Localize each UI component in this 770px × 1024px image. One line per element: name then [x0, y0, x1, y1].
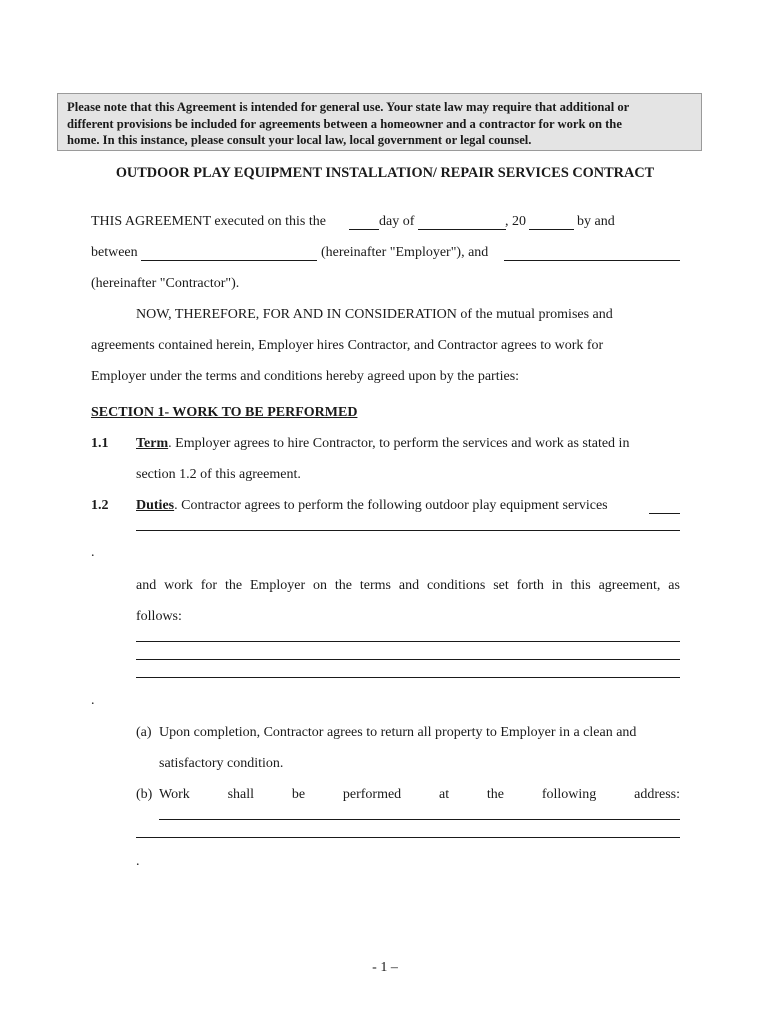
- notice-box: [57, 93, 702, 151]
- s12-after-word: conditions: [426, 578, 486, 593]
- s11-paragraph: [136, 436, 629, 452]
- period-mark-3: .: [136, 854, 140, 869]
- item-b-word: be: [291, 787, 306, 802]
- s12-after-word: forth: [516, 578, 544, 593]
- s12-after-word: work: [164, 578, 193, 593]
- follows-label: follows:: [136, 609, 182, 624]
- day-blank[interactable]: [349, 229, 379, 230]
- duties-blank-line-1[interactable]: [136, 530, 680, 531]
- s11-term: Term: [136, 436, 169, 451]
- item-b-word: following: [541, 787, 597, 802]
- s11-text: . Employer agrees to hire Contractor, to perform the services and work as stated in: [168, 436, 630, 451]
- intro-comma-20: , 20: [505, 214, 526, 229]
- s12-after-word: and: [136, 578, 157, 593]
- s12-text: . Contractor agrees to perform the following outdoor play equipment services: [174, 498, 608, 513]
- s12-paragraph: [136, 498, 608, 514]
- s12-after-word: agreement,: [598, 578, 661, 593]
- s12-after-word: Employer: [249, 578, 306, 593]
- page-number: - 1 –: [372, 960, 398, 975]
- intro-between: between: [91, 245, 138, 260]
- item-b-word: shall: [227, 787, 255, 802]
- item-a-text: Upon completion, Contractor agrees to return all property to Employer in a clean and: [159, 725, 637, 740]
- notice-line-3: home. In this instance, please consult your local law, local government or legal counsel.: [67, 133, 532, 147]
- intro-executed-prefix: THIS AGREEMENT executed on this the: [91, 214, 326, 229]
- s12-after-word: terms: [359, 578, 391, 593]
- duties-blank-inline[interactable]: [649, 513, 680, 514]
- employer-name-blank[interactable]: [141, 260, 317, 261]
- year-blank[interactable]: [529, 229, 574, 230]
- s12-after-word: this: [570, 578, 591, 593]
- item-a-line-2: satisfactory condition.: [159, 756, 284, 771]
- s12-after-word: in: [551, 578, 563, 593]
- s12-after-word: as: [668, 578, 680, 593]
- s12-after-word: for: [200, 578, 218, 593]
- s12-term: Duties: [136, 498, 175, 513]
- period-mark-1: .: [91, 545, 95, 560]
- month-blank[interactable]: [418, 229, 506, 230]
- s12-after-word: set: [493, 578, 509, 593]
- item-a-label: (a): [136, 725, 152, 740]
- s12-after-word: and: [398, 578, 420, 593]
- period-mark-2: .: [91, 693, 95, 708]
- intro-contractor: (hereinafter "Contractor").: [91, 276, 240, 291]
- address-blank-line-2[interactable]: [136, 837, 680, 838]
- intro-by-and: by and: [577, 214, 615, 229]
- follows-blank-line-1[interactable]: [136, 641, 680, 642]
- s12-number: 1.2: [91, 498, 109, 513]
- item-b-word: at: [439, 787, 450, 802]
- s11-number: 1.1: [91, 436, 109, 451]
- follows-blank-line-2[interactable]: [136, 659, 680, 660]
- intro-day-of: day of: [379, 214, 415, 229]
- consideration-line-2: agreements contained herein, Employer hires Contractor, and Contractor agrees to work for: [91, 338, 604, 353]
- item-b-word: performed: [342, 787, 402, 802]
- consideration-line-1: NOW, THEREFORE, FOR AND IN CONSIDERATION of the mutual promises and: [136, 307, 613, 322]
- s12-after-word: on: [313, 578, 328, 593]
- s11-line-2: section 1.2 of this agreement.: [136, 467, 301, 482]
- notice-line-1: Please note that this Agreement is intended for general use. Your state law may require that additional or: [67, 100, 630, 114]
- s12-after-line: [136, 578, 680, 594]
- address-blank-line-1[interactable]: [159, 819, 680, 820]
- item-b-word: address:: [634, 787, 680, 802]
- section1-heading: SECTION 1- WORK TO BE PERFORMED: [91, 405, 358, 420]
- item-b-word: Work: [159, 787, 190, 802]
- s12-after-word: the: [334, 578, 353, 593]
- follows-blank-line-3[interactable]: [136, 677, 680, 678]
- intro-employer: (hereinafter "Employer"), and: [321, 245, 489, 260]
- contractor-name-blank[interactable]: [504, 260, 680, 261]
- notice-line-2: different provisions be included for agreements between a homeowner and a contractor for work on the: [67, 116, 622, 131]
- item-b-line: [159, 787, 680, 803]
- s12-after-word: the: [224, 578, 243, 593]
- item-b-word: the: [486, 787, 505, 802]
- item-b-label: (b): [136, 787, 153, 802]
- consideration-line-3: Employer under the terms and conditions hereby agreed upon by the parties:: [91, 369, 520, 384]
- document-title: OUTDOOR PLAY EQUIPMENT INSTALLATION/ REPAIR SERVICES CONTRACT: [115, 165, 655, 181]
